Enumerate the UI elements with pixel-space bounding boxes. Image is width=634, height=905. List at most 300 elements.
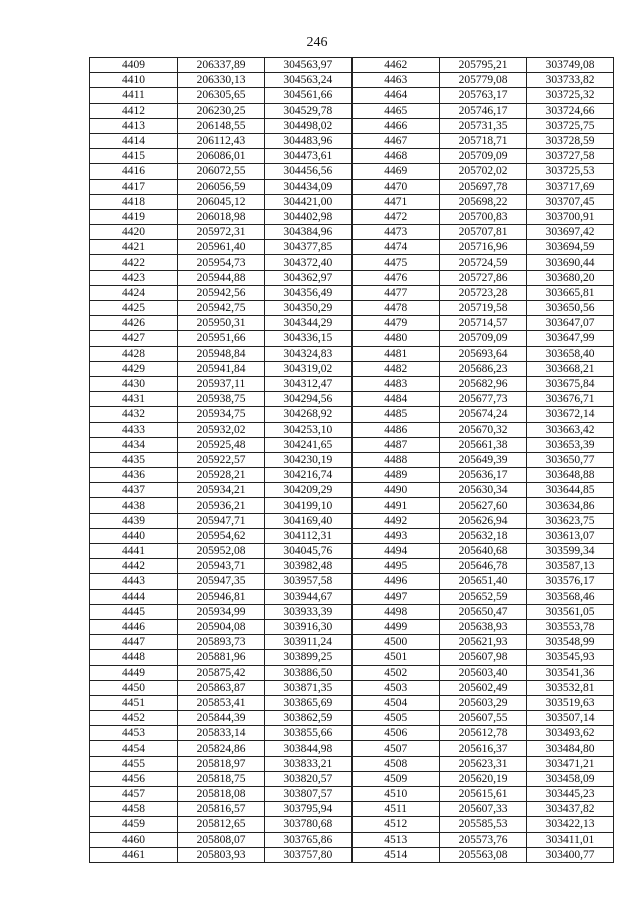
x-coordinate-cell: 205951,66: [178, 331, 265, 346]
y-coordinate-cell: 303982,48: [265, 559, 352, 574]
point-number-cell: 4501: [352, 650, 440, 665]
point-number-cell: 4424: [90, 285, 178, 300]
y-coordinate-cell: 303697,42: [527, 225, 614, 240]
point-number-cell: 4508: [352, 756, 440, 771]
point-number-cell: 4417: [90, 179, 178, 194]
y-coordinate-cell: 304350,29: [265, 301, 352, 316]
y-coordinate-cell: 303668,21: [527, 361, 614, 376]
x-coordinate-cell: 205602,49: [440, 680, 527, 695]
y-coordinate-cell: 303541,36: [527, 665, 614, 680]
x-coordinate-cell: 205833,14: [178, 726, 265, 741]
x-coordinate-cell: 206072,55: [178, 164, 265, 179]
x-coordinate-cell: 205693,64: [440, 346, 527, 361]
y-coordinate-cell: 303717,69: [527, 179, 614, 194]
point-number-cell: 4433: [90, 422, 178, 437]
y-coordinate-cell: 303561,05: [527, 604, 614, 619]
x-coordinate-cell: 205623,31: [440, 756, 527, 771]
y-coordinate-cell: 303545,93: [527, 650, 614, 665]
table-row: [90, 240, 614, 255]
y-coordinate-cell: 303675,84: [527, 376, 614, 391]
y-coordinate-cell: 303725,53: [527, 164, 614, 179]
coordinates-table: [89, 57, 614, 863]
x-coordinate-cell: 205700,83: [440, 209, 527, 224]
point-number-cell: 4483: [352, 376, 440, 391]
point-number-cell: 4425: [90, 301, 178, 316]
point-number-cell: 4482: [352, 361, 440, 376]
x-coordinate-cell: 205853,41: [178, 695, 265, 710]
point-number-cell: 4505: [352, 711, 440, 726]
y-coordinate-cell: 303724,66: [527, 103, 614, 118]
table-row: [90, 376, 614, 391]
y-coordinate-cell: 303411,01: [527, 832, 614, 847]
table-row: [90, 301, 614, 316]
point-number-cell: 4469: [352, 164, 440, 179]
x-coordinate-cell: 205627,60: [440, 498, 527, 513]
x-coordinate-cell: 205616,37: [440, 741, 527, 756]
x-coordinate-cell: 205947,71: [178, 513, 265, 528]
point-number-cell: 4423: [90, 270, 178, 285]
x-coordinate-cell: 205638,93: [440, 619, 527, 634]
x-coordinate-cell: 205727,86: [440, 270, 527, 285]
y-coordinate-cell: 303727,58: [527, 149, 614, 164]
point-number-cell: 4451: [90, 695, 178, 710]
x-coordinate-cell: 205640,68: [440, 544, 527, 559]
y-coordinate-cell: 304377,85: [265, 240, 352, 255]
y-coordinate-cell: 304563,24: [265, 73, 352, 88]
y-coordinate-cell: 303634,86: [527, 498, 614, 513]
point-number-cell: 4513: [352, 832, 440, 847]
y-coordinate-cell: 303690,44: [527, 255, 614, 270]
table-row: [90, 604, 614, 619]
point-number-cell: 4477: [352, 285, 440, 300]
table-row: [90, 513, 614, 528]
table-row: [90, 847, 614, 862]
y-coordinate-cell: 304199,10: [265, 498, 352, 513]
point-number-cell: 4455: [90, 756, 178, 771]
x-coordinate-cell: 205952,08: [178, 544, 265, 559]
x-coordinate-cell: 205651,40: [440, 574, 527, 589]
x-coordinate-cell: 205818,08: [178, 787, 265, 802]
table-row: [90, 270, 614, 285]
point-number-cell: 4492: [352, 513, 440, 528]
table-row: [90, 316, 614, 331]
x-coordinate-cell: 205875,42: [178, 665, 265, 680]
point-number-cell: 4500: [352, 635, 440, 650]
table-row: [90, 133, 614, 148]
point-number-cell: 4488: [352, 452, 440, 467]
y-coordinate-cell: 303650,77: [527, 452, 614, 467]
point-number-cell: 4489: [352, 468, 440, 483]
point-number-cell: 4444: [90, 589, 178, 604]
table-row: [90, 528, 614, 543]
x-coordinate-cell: 205925,48: [178, 437, 265, 452]
x-coordinate-cell: 205731,35: [440, 118, 527, 133]
point-number-cell: 4431: [90, 392, 178, 407]
x-coordinate-cell: 205714,57: [440, 316, 527, 331]
point-number-cell: 4464: [352, 88, 440, 103]
y-coordinate-cell: 303663,42: [527, 422, 614, 437]
table-row: [90, 635, 614, 650]
point-number-cell: 4453: [90, 726, 178, 741]
table-row: [90, 802, 614, 817]
point-number-cell: 4442: [90, 559, 178, 574]
point-number-cell: 4509: [352, 771, 440, 786]
table-row: [90, 392, 614, 407]
point-number-cell: 4502: [352, 665, 440, 680]
x-coordinate-cell: 205674,24: [440, 407, 527, 422]
x-coordinate-cell: 205808,07: [178, 832, 265, 847]
point-number-cell: 4409: [90, 58, 178, 73]
y-coordinate-cell: 303855,66: [265, 726, 352, 741]
y-coordinate-cell: 304294,56: [265, 392, 352, 407]
x-coordinate-cell: 205746,17: [440, 103, 527, 118]
point-number-cell: 4418: [90, 194, 178, 209]
point-number-cell: 4497: [352, 589, 440, 604]
x-coordinate-cell: 205702,02: [440, 164, 527, 179]
point-number-cell: 4507: [352, 741, 440, 756]
y-coordinate-cell: 304324,83: [265, 346, 352, 361]
y-coordinate-cell: 303445,23: [527, 787, 614, 802]
table-row: [90, 255, 614, 270]
table-row: [90, 164, 614, 179]
table-row: [90, 665, 614, 680]
point-number-cell: 4470: [352, 179, 440, 194]
point-number-cell: 4428: [90, 346, 178, 361]
point-number-cell: 4438: [90, 498, 178, 513]
y-coordinate-cell: 304434,09: [265, 179, 352, 194]
y-coordinate-cell: 304402,98: [265, 209, 352, 224]
x-coordinate-cell: 206112,43: [178, 133, 265, 148]
y-coordinate-cell: 303676,71: [527, 392, 614, 407]
point-number-cell: 4410: [90, 73, 178, 88]
point-number-cell: 4459: [90, 817, 178, 832]
y-coordinate-cell: 303599,34: [527, 544, 614, 559]
y-coordinate-cell: 303886,50: [265, 665, 352, 680]
y-coordinate-cell: 303725,32: [527, 88, 614, 103]
y-coordinate-cell: 303911,24: [265, 635, 352, 650]
point-number-cell: 4437: [90, 483, 178, 498]
x-coordinate-cell: 206337,89: [178, 58, 265, 73]
y-coordinate-cell: 303680,20: [527, 270, 614, 285]
x-coordinate-cell: 205719,58: [440, 301, 527, 316]
y-coordinate-cell: 303899,25: [265, 650, 352, 665]
x-coordinate-cell: 206018,98: [178, 209, 265, 224]
table-row: [90, 407, 614, 422]
point-number-cell: 4440: [90, 528, 178, 543]
y-coordinate-cell: 304169,40: [265, 513, 352, 528]
y-coordinate-cell: 303933,39: [265, 604, 352, 619]
table-row: [90, 118, 614, 133]
table-row: [90, 194, 614, 209]
point-number-cell: 4465: [352, 103, 440, 118]
x-coordinate-cell: 205563,08: [440, 847, 527, 862]
y-coordinate-cell: 303765,86: [265, 832, 352, 847]
point-number-cell: 4460: [90, 832, 178, 847]
y-coordinate-cell: 303644,85: [527, 483, 614, 498]
point-number-cell: 4487: [352, 437, 440, 452]
x-coordinate-cell: 205941,84: [178, 361, 265, 376]
y-coordinate-cell: 304209,29: [265, 483, 352, 498]
x-coordinate-cell: 205682,96: [440, 376, 527, 391]
x-coordinate-cell: 205818,75: [178, 771, 265, 786]
point-number-cell: 4495: [352, 559, 440, 574]
point-number-cell: 4475: [352, 255, 440, 270]
x-coordinate-cell: 205585,53: [440, 817, 527, 832]
point-number-cell: 4493: [352, 528, 440, 543]
table-row: [90, 650, 614, 665]
x-coordinate-cell: 205607,55: [440, 711, 527, 726]
y-coordinate-cell: 303647,07: [527, 316, 614, 331]
table-row: [90, 209, 614, 224]
point-number-cell: 4490: [352, 483, 440, 498]
y-coordinate-cell: 304372,40: [265, 255, 352, 270]
point-number-cell: 4462: [352, 58, 440, 73]
y-coordinate-cell: 303532,81: [527, 680, 614, 695]
x-coordinate-cell: 205636,17: [440, 468, 527, 483]
point-number-cell: 4448: [90, 650, 178, 665]
point-number-cell: 4498: [352, 604, 440, 619]
point-number-cell: 4512: [352, 817, 440, 832]
y-coordinate-cell: 303650,56: [527, 301, 614, 316]
y-coordinate-cell: 303807,57: [265, 787, 352, 802]
x-coordinate-cell: 205652,59: [440, 589, 527, 604]
x-coordinate-cell: 205677,73: [440, 392, 527, 407]
x-coordinate-cell: 205686,23: [440, 361, 527, 376]
point-number-cell: 4415: [90, 149, 178, 164]
point-number-cell: 4479: [352, 316, 440, 331]
x-coordinate-cell: 205904,08: [178, 619, 265, 634]
y-coordinate-cell: 304473,61: [265, 149, 352, 164]
y-coordinate-cell: 303733,82: [527, 73, 614, 88]
point-number-cell: 4412: [90, 103, 178, 118]
point-number-cell: 4511: [352, 802, 440, 817]
y-coordinate-cell: 303865,69: [265, 695, 352, 710]
x-coordinate-cell: 206086,01: [178, 149, 265, 164]
y-coordinate-cell: 303653,39: [527, 437, 614, 452]
y-coordinate-cell: 304483,96: [265, 133, 352, 148]
x-coordinate-cell: 205947,35: [178, 574, 265, 589]
x-coordinate-cell: 205936,21: [178, 498, 265, 513]
y-coordinate-cell: 303576,17: [527, 574, 614, 589]
y-coordinate-cell: 303613,07: [527, 528, 614, 543]
x-coordinate-cell: 205795,21: [440, 58, 527, 73]
point-number-cell: 4439: [90, 513, 178, 528]
point-number-cell: 4454: [90, 741, 178, 756]
y-coordinate-cell: 304268,92: [265, 407, 352, 422]
x-coordinate-cell: 205972,31: [178, 225, 265, 240]
x-coordinate-cell: 205649,39: [440, 452, 527, 467]
y-coordinate-cell: 303957,58: [265, 574, 352, 589]
table-row: [90, 695, 614, 710]
x-coordinate-cell: 205934,21: [178, 483, 265, 498]
table-row: [90, 468, 614, 483]
y-coordinate-cell: 303728,59: [527, 133, 614, 148]
point-number-cell: 4486: [352, 422, 440, 437]
y-coordinate-cell: 303658,40: [527, 346, 614, 361]
y-coordinate-cell: 303400,77: [527, 847, 614, 862]
x-coordinate-cell: 206148,55: [178, 118, 265, 133]
table-row: [90, 58, 614, 73]
point-number-cell: 4426: [90, 316, 178, 331]
point-number-cell: 4411: [90, 88, 178, 103]
table-row: [90, 422, 614, 437]
x-coordinate-cell: 205950,31: [178, 316, 265, 331]
table-row: [90, 726, 614, 741]
table-row: [90, 756, 614, 771]
point-number-cell: 4496: [352, 574, 440, 589]
point-number-cell: 4485: [352, 407, 440, 422]
x-coordinate-cell: 205922,57: [178, 452, 265, 467]
x-coordinate-cell: 206330,13: [178, 73, 265, 88]
y-coordinate-cell: 303862,59: [265, 711, 352, 726]
point-number-cell: 4416: [90, 164, 178, 179]
table-row: [90, 817, 614, 832]
table-row: [90, 741, 614, 756]
x-coordinate-cell: 205573,76: [440, 832, 527, 847]
x-coordinate-cell: 205803,93: [178, 847, 265, 862]
y-coordinate-cell: 303647,99: [527, 331, 614, 346]
point-number-cell: 4420: [90, 225, 178, 240]
y-coordinate-cell: 304253,10: [265, 422, 352, 437]
table-row: [90, 832, 614, 847]
x-coordinate-cell: 205607,98: [440, 650, 527, 665]
page-number: 246: [306, 35, 328, 50]
point-number-cell: 4436: [90, 468, 178, 483]
y-coordinate-cell: 303553,78: [527, 619, 614, 634]
point-number-cell: 4435: [90, 452, 178, 467]
y-coordinate-cell: 304384,96: [265, 225, 352, 240]
x-coordinate-cell: 205881,96: [178, 650, 265, 665]
y-coordinate-cell: 303820,57: [265, 771, 352, 786]
y-coordinate-cell: 304362,97: [265, 270, 352, 285]
point-number-cell: 4514: [352, 847, 440, 862]
y-coordinate-cell: 304421,00: [265, 194, 352, 209]
point-number-cell: 4456: [90, 771, 178, 786]
y-coordinate-cell: 303519,63: [527, 695, 614, 710]
y-coordinate-cell: 303587,13: [527, 559, 614, 574]
point-number-cell: 4510: [352, 787, 440, 802]
x-coordinate-cell: 205698,22: [440, 194, 527, 209]
point-number-cell: 4443: [90, 574, 178, 589]
table-row: [90, 619, 614, 634]
point-number-cell: 4463: [352, 73, 440, 88]
table-row: [90, 589, 614, 604]
y-coordinate-cell: 304529,78: [265, 103, 352, 118]
y-coordinate-cell: 304230,19: [265, 452, 352, 467]
x-coordinate-cell: 205697,78: [440, 179, 527, 194]
point-number-cell: 4503: [352, 680, 440, 695]
x-coordinate-cell: 205937,11: [178, 376, 265, 391]
y-coordinate-cell: 304319,02: [265, 361, 352, 376]
x-coordinate-cell: 205603,40: [440, 665, 527, 680]
point-number-cell: 4427: [90, 331, 178, 346]
y-coordinate-cell: 303672,14: [527, 407, 614, 422]
point-number-cell: 4452: [90, 711, 178, 726]
x-coordinate-cell: 205816,57: [178, 802, 265, 817]
point-number-cell: 4467: [352, 133, 440, 148]
x-coordinate-cell: 205942,56: [178, 285, 265, 300]
table-row: [90, 680, 614, 695]
y-coordinate-cell: 304356,49: [265, 285, 352, 300]
x-coordinate-cell: 206305,65: [178, 88, 265, 103]
y-coordinate-cell: 303944,67: [265, 589, 352, 604]
x-coordinate-cell: 205943,71: [178, 559, 265, 574]
table-row: [90, 787, 614, 802]
y-coordinate-cell: 303916,30: [265, 619, 352, 634]
x-coordinate-cell: 205942,75: [178, 301, 265, 316]
y-coordinate-cell: 304241,65: [265, 437, 352, 452]
table-row: [90, 361, 614, 376]
point-number-cell: 4478: [352, 301, 440, 316]
y-coordinate-cell: 303458,09: [527, 771, 614, 786]
point-number-cell: 4504: [352, 695, 440, 710]
x-coordinate-cell: 205723,28: [440, 285, 527, 300]
point-number-cell: 4484: [352, 392, 440, 407]
y-coordinate-cell: 304336,15: [265, 331, 352, 346]
point-number-cell: 4466: [352, 118, 440, 133]
point-number-cell: 4481: [352, 346, 440, 361]
x-coordinate-cell: 205763,17: [440, 88, 527, 103]
x-coordinate-cell: 205954,73: [178, 255, 265, 270]
table-row: [90, 771, 614, 786]
point-number-cell: 4468: [352, 149, 440, 164]
point-number-cell: 4494: [352, 544, 440, 559]
x-coordinate-cell: 205818,97: [178, 756, 265, 771]
y-coordinate-cell: 304112,31: [265, 528, 352, 543]
point-number-cell: 4445: [90, 604, 178, 619]
y-coordinate-cell: 303568,46: [527, 589, 614, 604]
y-coordinate-cell: 303548,99: [527, 635, 614, 650]
point-number-cell: 4472: [352, 209, 440, 224]
y-coordinate-cell: 303844,98: [265, 741, 352, 756]
point-number-cell: 4446: [90, 619, 178, 634]
table-row: [90, 346, 614, 361]
point-number-cell: 4441: [90, 544, 178, 559]
x-coordinate-cell: 205709,09: [440, 149, 527, 164]
point-number-cell: 4447: [90, 635, 178, 650]
x-coordinate-cell: 205612,78: [440, 726, 527, 741]
y-coordinate-cell: 304563,97: [265, 58, 352, 73]
table-row: [90, 559, 614, 574]
y-coordinate-cell: 303648,88: [527, 468, 614, 483]
x-coordinate-cell: 205938,75: [178, 392, 265, 407]
x-coordinate-cell: 205944,88: [178, 270, 265, 285]
y-coordinate-cell: 304344,29: [265, 316, 352, 331]
table-row: [90, 437, 614, 452]
x-coordinate-cell: 205709,09: [440, 331, 527, 346]
point-number-cell: 4476: [352, 270, 440, 285]
x-coordinate-cell: 206045,12: [178, 194, 265, 209]
x-coordinate-cell: 205630,34: [440, 483, 527, 498]
y-coordinate-cell: 304561,66: [265, 88, 352, 103]
point-number-cell: 4474: [352, 240, 440, 255]
y-coordinate-cell: 303749,08: [527, 58, 614, 73]
x-coordinate-cell: 205946,81: [178, 589, 265, 604]
x-coordinate-cell: 205670,32: [440, 422, 527, 437]
x-coordinate-cell: 205621,93: [440, 635, 527, 650]
y-coordinate-cell: 303757,80: [265, 847, 352, 862]
y-coordinate-cell: 303507,14: [527, 711, 614, 726]
point-number-cell: 4414: [90, 133, 178, 148]
point-number-cell: 4430: [90, 376, 178, 391]
y-coordinate-cell: 303694,59: [527, 240, 614, 255]
x-coordinate-cell: 205928,21: [178, 468, 265, 483]
y-coordinate-cell: 303493,62: [527, 726, 614, 741]
y-coordinate-cell: 303833,21: [265, 756, 352, 771]
x-coordinate-cell: 205812,65: [178, 817, 265, 832]
x-coordinate-cell: 205954,62: [178, 528, 265, 543]
x-coordinate-cell: 205934,99: [178, 604, 265, 619]
